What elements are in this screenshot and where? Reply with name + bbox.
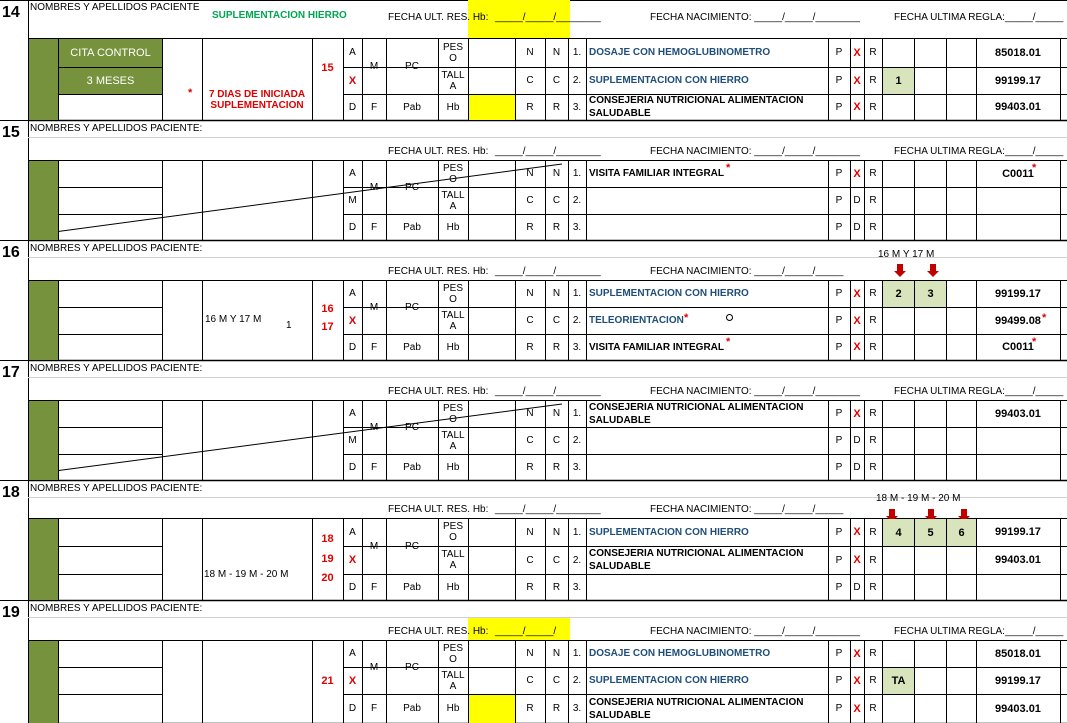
age-17: 17 — [321, 321, 334, 333]
label-R-2: R — [552, 703, 561, 714]
label-N-1: N — [526, 168, 534, 179]
label-F: F — [370, 101, 378, 113]
item-number: 2. — [572, 75, 582, 86]
label-P: P — [835, 168, 843, 179]
label-N-2: N — [552, 648, 561, 659]
age-19: 19 — [321, 553, 334, 565]
item-number: 1. — [572, 526, 582, 538]
hb-date-blanks: _____/_____/________ — [495, 504, 601, 515]
service-2: SUPLEMENTACION CON HIERRO — [589, 75, 749, 86]
hb-date-blanks: _____/_____/________ — [495, 146, 601, 157]
label-R-2: R — [552, 101, 561, 113]
code-2: 99499.08 — [995, 314, 1041, 327]
label-PC: PC — [405, 181, 419, 193]
service-2: TELEORIENTACION — [589, 315, 684, 326]
label-M: M — [369, 301, 379, 313]
hb-value-highlight[interactable] — [469, 95, 515, 120]
dose-box-1: 1 — [883, 68, 914, 94]
service-mark: X — [853, 702, 861, 715]
label-D: D — [348, 581, 357, 593]
label-D: D — [348, 703, 357, 714]
label-N-1: N — [526, 288, 534, 299]
label-peso: PES O — [442, 41, 463, 64]
service-1: SUPLEMENTACION CON HIERRO — [589, 526, 749, 538]
side-bar — [29, 641, 58, 723]
hb-date-label: FECHA ULT. RES. Hb: — [388, 146, 489, 157]
code-1: 99199.17 — [995, 287, 1041, 300]
hb-date-blanks: _____/_____/ — [495, 626, 557, 637]
label-P: P — [835, 75, 843, 86]
label-peso: PES O — [442, 282, 463, 305]
label-A: A — [349, 288, 356, 299]
last-period-label: FECHA ULTIMA REGLA:_____/_____ — [894, 626, 1064, 637]
label-N-1: N — [526, 408, 534, 419]
label-C-2: C — [552, 554, 561, 566]
label-R: R — [869, 648, 877, 659]
label-R: R — [869, 554, 877, 566]
crossout-line — [32, 404, 562, 474]
label-Pab: Pab — [403, 703, 421, 714]
item-number: 3. — [572, 221, 582, 233]
label-R: R — [869, 75, 877, 86]
label-hb: Hb — [446, 341, 460, 353]
service-mark-d2: D — [853, 195, 861, 206]
label-C-2: C — [552, 435, 561, 446]
label-C-2: C — [552, 75, 561, 86]
label-R-1: R — [526, 341, 534, 353]
service-3-star: * — [726, 336, 731, 348]
dose-box-3: 3 — [915, 281, 946, 307]
service-mark: X — [853, 407, 861, 420]
label-P: P — [835, 554, 843, 566]
code-1: 85018.01 — [995, 46, 1041, 59]
dose-box-4: 4 — [883, 519, 914, 546]
service-2: CONSEJERIA NUTRICIONAL ALIMENTACION SALUDABLE — [589, 548, 804, 572]
service-mark-d3: D — [853, 581, 861, 593]
label-C-1: C — [526, 554, 534, 566]
label-P: P — [835, 101, 843, 113]
label-hb: Hb — [446, 461, 460, 473]
label-M2: M — [348, 435, 357, 446]
service-mark: X — [853, 674, 861, 687]
months-label: 16 M Y 17 M — [205, 314, 262, 325]
service-mark: X — [853, 101, 861, 113]
label-R: R — [869, 221, 877, 233]
label-F: F — [370, 221, 378, 233]
label-C-2: C — [552, 315, 561, 326]
label-PC: PC — [405, 60, 419, 72]
service-1: SUPLEMENTACION CON HIERRO — [589, 288, 749, 299]
label-R-1: R — [526, 221, 534, 233]
label-P: P — [835, 581, 843, 593]
label-M: M — [369, 540, 379, 552]
hb-date-label: FECHA ULT. RES. Hb: — [388, 12, 489, 23]
label-P: P — [835, 675, 843, 686]
label-F: F — [370, 581, 378, 593]
row-number: 19 — [2, 604, 20, 621]
label-R-1: R — [526, 461, 534, 473]
label-R-2: R — [552, 581, 561, 593]
dose-box-5: 5 — [915, 519, 946, 546]
code-1: 99403.01 — [995, 407, 1041, 420]
hb-date-blanks: _____/_____/________ — [495, 12, 601, 23]
code-star: * — [1032, 162, 1037, 174]
label-R: R — [869, 581, 877, 593]
label-P: P — [835, 315, 843, 326]
side-bar — [29, 401, 58, 480]
label-R: R — [869, 435, 877, 446]
service-2-star: * — [684, 312, 689, 324]
label-M: M — [369, 60, 379, 72]
service-mark: X — [853, 167, 861, 180]
label-peso: PES O — [442, 162, 463, 185]
code-3: 99403.01 — [995, 101, 1041, 113]
item-number: 2. — [572, 435, 582, 446]
label-PC: PC — [405, 661, 419, 673]
hb-date-blanks: _____/_____/________ — [495, 386, 601, 397]
label-N-2: N — [552, 526, 561, 538]
service-mark: X — [853, 526, 861, 538]
row-number: 17 — [2, 364, 20, 381]
dose-box-ta: TA — [883, 668, 914, 694]
label-talla: TALL A — [441, 189, 465, 212]
age-16: 16 — [321, 303, 334, 315]
note-star: * — [188, 87, 193, 99]
last-period-label: FECHA ULTIMA REGLA:_____/_____ — [894, 12, 1064, 23]
service-3: CONSEJERIA NUTRICIONAL ALIMENTACION SALUDABLE — [589, 696, 804, 721]
label-peso: PES O — [442, 642, 463, 665]
item-number: 2. — [572, 315, 582, 326]
label-P: P — [835, 288, 843, 299]
label-N-2: N — [552, 47, 561, 58]
label-P: P — [835, 47, 843, 58]
label-C-1: C — [526, 195, 534, 206]
code-2: 99199.17 — [995, 74, 1041, 87]
label-M: M — [369, 421, 379, 433]
cita-control: CITA CONTROL — [59, 39, 162, 67]
birth-date-label: FECHA NACIMIENTO: _____/_____/_____ — [650, 504, 844, 515]
code-3-star: * — [1032, 336, 1037, 348]
patient-name-label: NOMBRES Y APELLIDOS PACIENTE: — [30, 483, 203, 494]
service-mark-d3: D — [853, 221, 861, 233]
cell-marker — [726, 314, 733, 321]
label-hb: Hb — [446, 101, 460, 113]
cita-3meses: 3 MESES — [59, 68, 162, 94]
label-R: R — [869, 195, 877, 206]
birth-date-label: FECHA NACIMIENTO: _____/_____/________ — [650, 386, 860, 397]
item-number: 3. — [572, 461, 582, 473]
item-number: 1. — [572, 47, 582, 58]
label-P: P — [835, 526, 843, 538]
service-1: DOSAJE CON HEMOGLUBINOMETRO — [589, 47, 771, 58]
label-Pab: Pab — [403, 581, 421, 593]
months-label: 18 M - 19 M - 20 M — [204, 569, 289, 580]
label-P: P — [835, 341, 843, 353]
code-2: 99403.01 — [995, 554, 1041, 566]
age-20: 20 — [321, 572, 334, 584]
dose-box-6: 6 — [947, 519, 976, 546]
label-hb: Hb — [446, 703, 460, 714]
label-R: R — [869, 408, 877, 419]
program-title: SUPLEMENTACION HIERRO — [212, 10, 347, 21]
label-R: R — [869, 526, 877, 538]
label-D: D — [348, 461, 357, 473]
label-R: R — [869, 675, 877, 686]
label-R: R — [869, 168, 877, 179]
hb-date-label: FECHA ULT. RES. Hb: — [388, 626, 489, 637]
side-bar — [29, 281, 58, 360]
label-P: P — [835, 703, 843, 714]
label-C-1: C — [526, 435, 534, 446]
item-number: 1. — [572, 168, 582, 179]
item-number: 1. — [572, 408, 582, 419]
label-R: R — [869, 461, 877, 473]
label-Pab: Pab — [403, 101, 421, 113]
label-R-2: R — [552, 461, 561, 473]
label-A: A — [349, 168, 356, 179]
label-D: D — [348, 101, 357, 113]
hb-value-highlight[interactable] — [469, 695, 515, 723]
last-period-label: FECHA ULTIMA REGLA:_____/_____ — [894, 146, 1064, 157]
sex-mark: X — [348, 314, 357, 327]
service-2: SUPLEMENTACION CON HIERRO — [589, 675, 749, 686]
patient-name-label: NOMBRES Y APELLIDOS PACIENTE: — [30, 123, 203, 134]
row-number: 16 — [2, 244, 20, 261]
service-mark: X — [853, 314, 861, 327]
item-number: 2. — [572, 195, 582, 206]
hb-date-label: FECHA ULT. RES. Hb: — [388, 266, 489, 277]
row-number: 14 — [2, 4, 20, 21]
dose-box-2: 2 — [883, 281, 914, 307]
one-label: 1 — [286, 320, 292, 331]
label-R: R — [869, 101, 877, 113]
label-F: F — [370, 461, 378, 473]
item-number: 1. — [572, 648, 582, 659]
label-C-2: C — [552, 675, 561, 686]
label-C-1: C — [526, 75, 534, 86]
label-Pab: Pab — [403, 461, 421, 473]
label-P: P — [835, 221, 843, 233]
label-R: R — [869, 315, 877, 326]
label-Pab: Pab — [403, 341, 421, 353]
service-mark: X — [853, 46, 861, 59]
service-mark-d2: D — [853, 435, 861, 446]
age-15: 15 — [321, 62, 334, 74]
label-R-2: R — [552, 341, 561, 353]
item-number: 2. — [572, 675, 582, 686]
sex-mark: X — [348, 74, 357, 87]
label-P: P — [835, 648, 843, 659]
service-mark: X — [853, 287, 861, 300]
dose-head: 16 M Y 17 M — [878, 249, 935, 260]
label-C-1: C — [526, 675, 534, 686]
label-hb: Hb — [446, 581, 460, 593]
label-hb: Hb — [446, 221, 460, 233]
label-talla: TALL A — [441, 309, 465, 332]
last-period-label: FECHA ULTIMA REGLA:_____/_____ — [894, 386, 1064, 397]
age-21: 21 — [321, 675, 334, 687]
label-N-1: N — [526, 47, 534, 58]
birth-date-label: FECHA NACIMIENTO: _____/_____/________ — [650, 146, 860, 157]
birth-date-label: FECHA NACIMIENTO: _____/_____/_____ — [650, 266, 844, 277]
side-bar — [29, 519, 58, 600]
item-number: 3. — [572, 581, 582, 593]
side-bar — [29, 39, 58, 120]
age-18: 18 — [321, 533, 334, 545]
label-P: P — [835, 408, 843, 419]
label-D: D — [348, 221, 357, 233]
item-number: 3. — [572, 101, 582, 113]
code-3: C0011 — [1002, 341, 1034, 353]
label-R-1: R — [526, 703, 534, 714]
service-mark-d3: D — [853, 461, 861, 473]
code-1: 85018.01 — [995, 647, 1041, 660]
label-talla: TALL A — [441, 69, 465, 92]
down-arrow-icon — [894, 264, 906, 277]
label-C-2: C — [552, 195, 561, 206]
patient-name-label: NOMBRES Y APELLIDOS PACIENTE — [30, 2, 200, 13]
note-text: 7 DIAS DE INICIADA SUPLEMENTACION — [208, 89, 306, 111]
birth-date-label: FECHA NACIMIENTO: _____/_____/________ — [650, 626, 860, 637]
service-3: VISITA FAMILIAR INTEGRAL — [589, 341, 724, 353]
label-talla: TALL A — [441, 429, 465, 452]
label-N-2: N — [552, 408, 561, 419]
patient-name-label: NOMBRES Y APELLIDOS PACIENTE: — [30, 243, 203, 254]
code-1: 99199.17 — [995, 526, 1041, 538]
code-3: 99403.01 — [995, 702, 1041, 715]
label-N-2: N — [552, 168, 561, 179]
label-A: A — [349, 526, 356, 538]
patient-name-label: NOMBRES Y APELLIDOS PACIENTE: — [30, 603, 203, 614]
label-P: P — [835, 195, 843, 206]
service-1: VISITA FAMILIAR INTEGRAL — [589, 168, 724, 179]
code-2: 99199.17 — [995, 674, 1041, 687]
birth-date-label: FECHA NACIMIENTO: _____/_____/________ — [650, 12, 860, 23]
item-number: 1. — [572, 288, 582, 299]
sex-mark: X — [348, 554, 357, 566]
service-3: CONSEJERIA NUTRICIONAL ALIMENTACION SALUDABLE — [589, 95, 804, 119]
service-1: DOSAJE CON HEMOGLUBINOMETRO — [589, 648, 771, 659]
label-P: P — [835, 435, 843, 446]
label-talla: TALL A — [441, 549, 465, 571]
label-PC: PC — [405, 301, 419, 313]
label-peso: PES O — [442, 402, 463, 425]
item-number: 3. — [572, 341, 582, 353]
label-M: M — [369, 181, 379, 193]
service-star: * — [726, 162, 731, 174]
label-Pab: Pab — [403, 221, 421, 233]
service-mark: X — [853, 74, 861, 87]
row-number: 15 — [2, 124, 20, 141]
hb-date-blanks: _____/_____/________ — [495, 266, 601, 277]
label-N-2: N — [552, 288, 561, 299]
crossout-line — [32, 164, 562, 235]
label-R: R — [869, 47, 877, 58]
service-mark: X — [853, 554, 861, 566]
service-1: CONSEJERIA NUTRICIONAL ALIMENTACION SALUDABLE — [589, 401, 804, 426]
label-peso: PES O — [442, 521, 463, 543]
label-R-2: R — [552, 221, 561, 233]
label-P: P — [835, 461, 843, 473]
code-2-star: * — [1042, 312, 1047, 324]
label-R-1: R — [526, 581, 534, 593]
item-number: 3. — [572, 703, 582, 714]
label-D: D — [348, 341, 357, 353]
label-C-1: C — [526, 315, 534, 326]
label-F: F — [370, 341, 378, 353]
service-mark-3: X — [853, 341, 861, 353]
code-1: C0011 — [1002, 167, 1034, 180]
patient-name-label: NOMBRES Y APELLIDOS PACIENTE: — [30, 363, 203, 374]
hb-date-label: FECHA ULT. RES. Hb: — [388, 386, 489, 397]
label-M2: M — [348, 195, 357, 206]
label-F: F — [370, 703, 378, 714]
item-number: 2. — [572, 554, 582, 566]
label-N-1: N — [526, 526, 534, 538]
label-M: M — [369, 661, 379, 673]
label-PC: PC — [405, 421, 419, 433]
label-PC: PC — [405, 540, 419, 552]
label-A: A — [349, 408, 356, 419]
sex-mark: X — [348, 674, 357, 687]
row-number: 18 — [2, 484, 20, 501]
label-N-1: N — [526, 648, 534, 659]
label-R: R — [869, 288, 877, 299]
hb-date-label: FECHA ULT. RES. Hb: — [388, 504, 489, 515]
label-A: A — [349, 648, 356, 659]
down-arrow-icon — [927, 264, 939, 277]
side-bar — [29, 161, 58, 240]
label-talla: TALL A — [441, 669, 465, 692]
dose-head: 18 M - 19 M - 20 M — [876, 493, 961, 504]
label-R: R — [869, 703, 877, 714]
label-R-1: R — [526, 101, 534, 113]
label-A: A — [349, 47, 356, 58]
label-R: R — [869, 341, 877, 353]
service-mark: X — [853, 647, 861, 660]
